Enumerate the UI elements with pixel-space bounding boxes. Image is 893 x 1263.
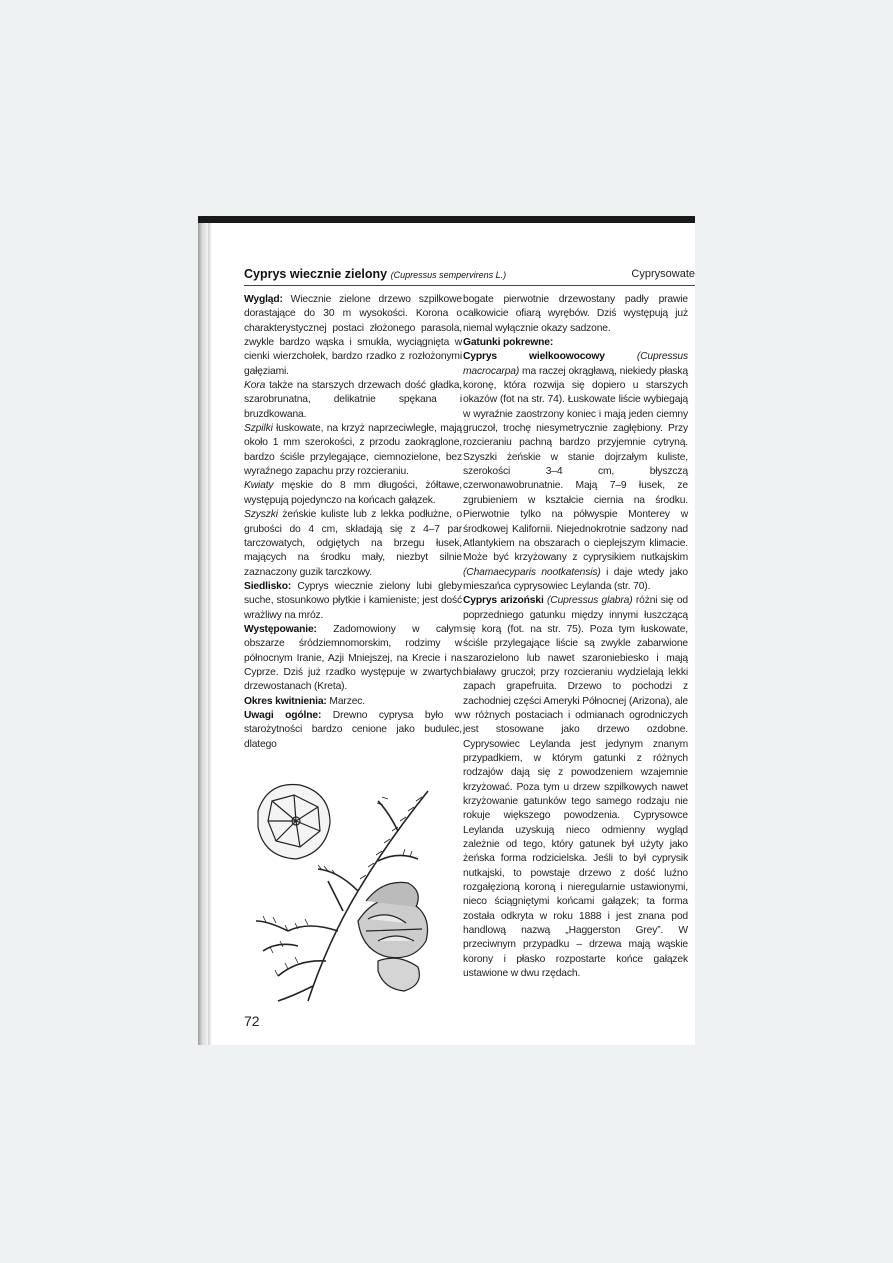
species-title (244, 267, 506, 281)
paragraph-okres (244, 695, 462, 709)
scanned-page (198, 216, 695, 1045)
text-wystepowanie: Zadomowiony w całym obszarze śródziemnomorskim, rodzimy w północnym Iranie, Azji Mniejszej, na Krecie i na Cyprze. Dziś już rzadko występuje w zwartych drzewostanach (Kreta). (244, 623, 462, 693)
right-column (463, 293, 688, 982)
text-siedlisko: Cyprys wiecznie zielony lubi gleby suche, stosunkowo płytkie i kamieniste; jest dość wrażliwy na mróz. (244, 580, 462, 621)
paragraph-continuation: bogate pierwotnie drzewostany padły prawie całkowicie ofiarą wyrębów. Dziś występują już niemal wyłącznie okazy sadzone. (463, 294, 688, 334)
label-arizonica: Cyprys arizoński (463, 595, 544, 607)
text-macrocarpa-end: i daje wtedy jako mieszańca cyprysowiec Leylanda (str. 70). (463, 566, 688, 592)
left-column (244, 293, 462, 752)
paragraph-macrocarpa (463, 350, 688, 594)
paragraph-gatunki (463, 336, 688, 350)
text-kwiaty: męskie do 8 mm długości, żółtawe, występują pojedynczo na końcach gałązek. (244, 480, 462, 506)
family-name: Cyprysowate (631, 268, 695, 280)
open-cones-drawing (358, 882, 428, 991)
text-kora: także na starszych drzewach dość gładka, szarobrunatna, delikatnie spękana i bruzdkowana. (244, 380, 462, 420)
label-szpilki: Szpilki (244, 423, 273, 435)
page-binding-shadow (208, 223, 212, 1045)
paragraph-arizonica (463, 594, 688, 981)
page-number: 72 (244, 1013, 260, 1029)
text-okres: Marzec. (326, 695, 365, 707)
cypress-illustration (238, 771, 448, 1011)
latin-macrocarpa: (Cupressus macrocarpa) (463, 351, 689, 377)
paragraph-uwagi (244, 709, 462, 752)
paragraph-szyszki (244, 508, 462, 580)
page-header (244, 263, 695, 286)
label-macrocarpa: Cyprys wielkoowocowy (463, 351, 605, 363)
text-szyszki: żeńskie kuliste lub z lekka podłużne, o grubości do 4 cm, składają się z 4–7 par tarczowatych, odgiętych na brzegu łusek, mających na środku mały, niezbyt silnie zaznaczony guzik tarczkowy. (244, 509, 462, 578)
text-arizonica: różni się od poprzedniego gatunku między innymi łuszczącą się korą (fot. na str. 75). Poza tym łuskowate, ściśle przylegające liście są zwykle zabarwione szarozielono lub nawet szaroniebiesko i mają białawy gruczoł; przy rozcieraniu wydzielają lekki zapach grapefruita. Drzewo to pochodzi z zachodniej części Ameryki Północnej (Arizona), ale w różnych postaciach i odmianach ogrodniczych jest stosowane jako drzewo ozdobne. Cyprysowiec Leylanda jest jedynym znanym przypadkiem, w którym gatunki z różnych rodzajów dają się z powodzeniem wzajemnie krzyżować. Poza tym u drzew szpilkowych nawet krzyżowanie gatunków tego samego rodzaju nie rokuje większego powodzenia. Cyprysowce Leylanda uzyskują nieco odmienny wygląd zależnie od tego, który gatunek był użyty jako żeńska forma rodzicielska. Jeśli to był cyprysik nutkajski, to powstaje drzewo z dość luźno rozgałęzioną koroną i nieregularnie ustawionymi, nieco ściągniętymi końcami gałązek; ta forma została odkryta w roku 1888 i jest znana pod handlową nazwą „Haggerston Grey”. W przeciwnym przypadku – drzewa mają wąskie korony i płasko rozpostarte końce gałązek ustawione w dwu rzędach. (463, 595, 688, 980)
cone-drawing (258, 785, 330, 859)
label-szyszki: Szyszki (244, 509, 278, 521)
latin-glabra: (Cupressus glabra) (543, 595, 633, 607)
paragraph-kora (244, 379, 462, 422)
label-siedlisko: Siedlisko: (244, 580, 292, 592)
label-uwagi: Uwagi ogólne: (244, 709, 322, 721)
paragraph-wystepowanie (244, 623, 462, 695)
paragraph-siedlisko (244, 580, 462, 623)
label-kora: Kora (244, 380, 266, 392)
text-uwagi: Drewno cyprysa było w starożytności bardzo cenione jako budulec, dlatego (244, 709, 462, 750)
label-okres: Okres kwitnienia: (244, 695, 327, 707)
latin-nootkatensis: (Chamaecyparis nootkatensis) (463, 566, 601, 578)
label-wystepowanie: Występowanie: (244, 623, 317, 635)
species-latin-name: (Cupressus sempervirens L.) (390, 270, 507, 280)
paragraph-kwiaty (244, 479, 462, 508)
text-macrocarpa: ma raczej okrągławą, niekiedy płaską koronę, która rozwija się dopiero u starszych okazów (fot na str. 74). Łuskowate liście wybiegają w wyraźnie zaostrzony koniec i mają jeden ciemny gruczoł, trochę niesymetrycznie zagłębiony. Przy rozcieraniu pachną bardzo przyjemnie cytryną. Szyszki żeńskie w stanie dojrzałym kuliste, szerokości 3–4 cm, błyszczą czerwonawobrunatnie. Mają 7–9 łusek, ze zgrubieniem w kształcie ciernia na środku. Pierwotnie tylko na półwyspie Monterey w środkowej Kalifornii. Niejednokrotnie sadzony nad Atlantykiem na obszarach o cieplejszym klimacie. Może być krzyżowany z cyprysikiem nutkajskim (463, 365, 688, 564)
label-wyglad: Wygląd: (244, 294, 283, 305)
species-name: Cyprys wiecznie zielony (244, 267, 388, 281)
label-kwiaty: Kwiaty (244, 480, 274, 492)
paragraph-szpilki (244, 422, 462, 479)
paragraph-wyglad (244, 293, 462, 379)
text-szpilki: łuskowate, na krzyż naprzeciwległe, mają około 1 mm szerokości, z przodu zaokrąglone, bardzo ściśle przylegające, ciemnozielone, bez wyraźnego zapachu przy rozcieraniu. (244, 423, 462, 478)
page-binding-edge (198, 223, 208, 1045)
text-wyglad: Wiecznie zielone drzewo szpilkowe dorastające do 30 m wysokości. Korona o charakterystycznej postaci złożonego parasola, zwykle bardzo wąska i smukła, wyciągnięta w cienki wierzchołek, bardzo rzadko z rozłożonymi gałęziami. (244, 294, 462, 377)
label-gatunki: Gatunki pokrewne: (463, 337, 554, 349)
